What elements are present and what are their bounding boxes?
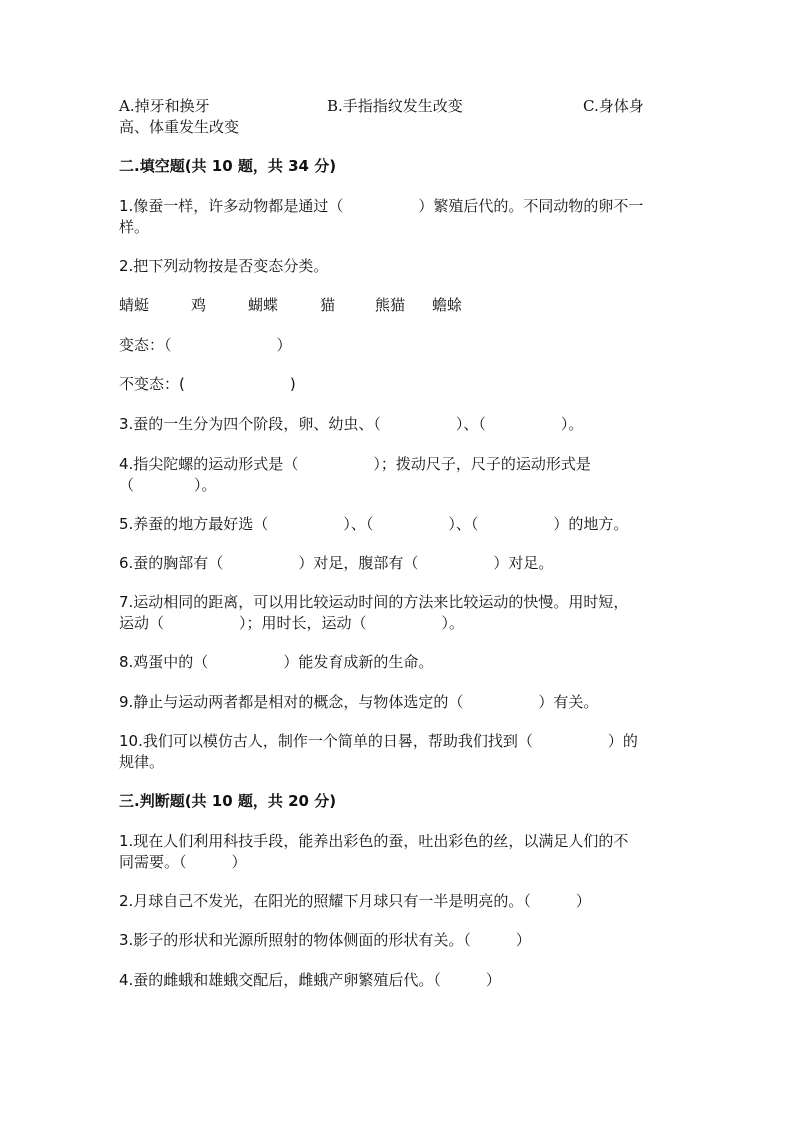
- judge-question-1-line2: 同需要。（ ）: [119, 853, 247, 871]
- option-c-continued: 高、体重发生改变: [119, 118, 240, 136]
- judge-question-2: 2.月球自己不发光，在阳光的照耀下月球只有一半是明亮的。（ ）: [119, 892, 591, 910]
- judge-question-4: 4.蚕的雌蛾和雄蛾交配后，雌蛾产卵繁殖后代。（ ）: [119, 971, 501, 989]
- section-heading-fill-blank: 二.填空题(共 10 题，共 34 分): [119, 157, 337, 175]
- fill-question-10-line2: 规律。: [119, 753, 165, 771]
- animal-item: 猫: [320, 296, 336, 314]
- judge-question-1-line1: 1.现在人们利用科技手段，能养出彩色的蚕，吐出彩色的丝，以满足人们的不: [119, 832, 629, 850]
- fill-question-6: 6.蚕的胸部有（ ）对足，腹部有（ ）对足。: [119, 554, 554, 572]
- fill-question-7-line1: 7.运动相同的距离，可以用比较运动时间的方法来比较运动的快慢。用时短，: [119, 593, 629, 611]
- fill-question-5: 5.养蚕的地方最好选（ ）、（ ）、（ ）的地方。: [119, 515, 629, 533]
- fill-question-1-line1: 1.像蚕一样，许多动物都是通过（ ）繁殖后代的。不同动物的卵不一: [119, 197, 644, 215]
- fill-question-7-line2: 运动（ ）；用时长，运动（ ）。: [119, 614, 465, 632]
- fill-question-2: 2.把下列动物按是否变态分类。: [119, 257, 329, 275]
- fill-question-10-line1: 10.我们可以模仿古人，制作一个简单的日晷，帮助我们找到（ ）的: [119, 732, 638, 750]
- metamorphosis-blank: 变态：（ ）: [119, 336, 292, 354]
- animal-item: 鸡: [191, 296, 207, 314]
- option-a: A.掉牙和换牙: [119, 97, 210, 115]
- fill-question-9: 9.静止与运动两者都是相对的概念，与物体选定的（ ）有关。: [119, 693, 599, 711]
- fill-question-4-line1: 4.指尖陀螺的运动形式是（ ）；拨动尺子，尺子的运动形式是: [119, 455, 591, 473]
- animal-item: 熊猫: [375, 296, 406, 314]
- animal-item: 蟾蜍: [432, 296, 463, 314]
- section-heading-true-false: 三.判断题(共 10 题，共 20 分): [119, 792, 337, 810]
- animal-item: 蜻蜓: [119, 296, 150, 314]
- animal-item: 蝴蝶: [248, 296, 279, 314]
- fill-question-8: 8.鸡蛋中的（ ）能发育成新的生命。: [119, 653, 434, 671]
- option-c: C.身体身: [583, 97, 644, 115]
- non-metamorphosis-blank: 不变态：( ): [119, 375, 296, 393]
- fill-question-3: 3.蚕的一生分为四个阶段，卵、幼虫、（ ）、（ ）。: [119, 415, 584, 433]
- judge-question-3: 3.影子的形状和光源所照射的物体侧面的形状有关。（ ）: [119, 931, 531, 949]
- fill-question-4-line2: （ ）。: [119, 476, 217, 494]
- option-b: B.手指指纹发生改变: [327, 97, 463, 115]
- fill-question-1-line2: 样。: [119, 218, 150, 236]
